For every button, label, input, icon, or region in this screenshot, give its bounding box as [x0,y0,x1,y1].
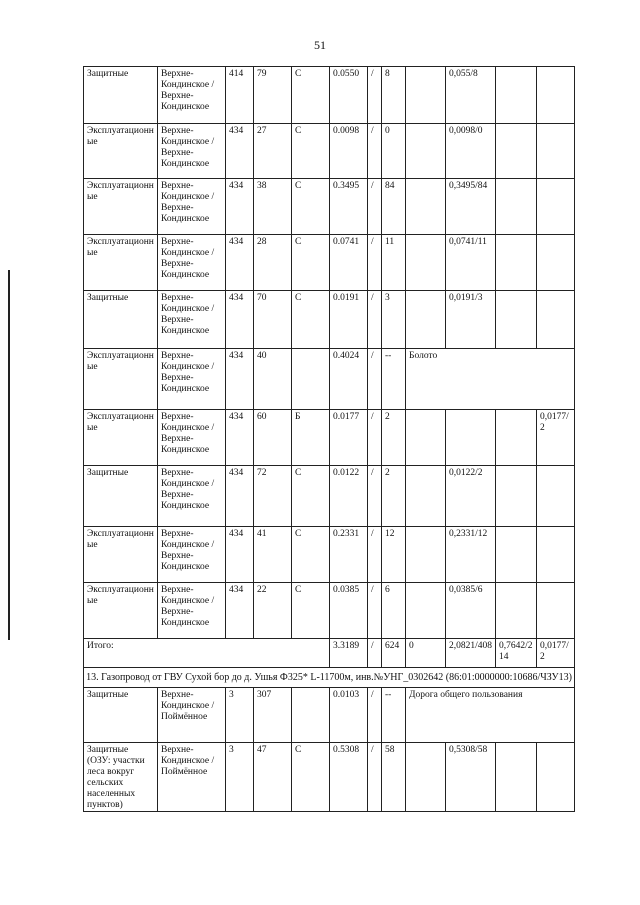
cell-quarter: 434 [226,349,254,410]
table-body-main [84,67,575,639]
cell-c1: 0,5308/58 [446,743,496,812]
cell-category: Б [292,410,330,466]
cell-area: 0.0103 [330,688,368,743]
total-c2: 0,7642/214 [496,639,537,668]
cell-area: 0.0177 [330,410,368,466]
cell-location: Верхне-Кондинское / Верхне-Кондинское [158,179,226,235]
cell-c2 [496,179,537,235]
cell-count: 11 [382,235,406,291]
cell-section: 28 [254,235,292,291]
cell-c2 [496,743,537,812]
cell-note: Болото [406,349,575,410]
cell-count: 2 [382,410,406,466]
table-total [84,639,575,688]
table-row [84,688,575,743]
cell-purpose: Эксплуатационные [84,235,158,291]
cell-purpose: Защитные [84,466,158,527]
cell-count: 2 [382,466,406,527]
cell-note [406,410,446,466]
cell-c2 [496,235,537,291]
cell-c3 [537,291,575,349]
cell-c1: 0,2331/12 [446,527,496,583]
section-title: 13. Газопровод от ГВУ Сухой бор до д. Ушья Ф325* L-11700м, инв.№УНГ_0302642 (86:01:0000000:10686/ЧЗУ13) [84,668,575,688]
cell-location: Верхне-Кондинское / Верхне-Кондинское [158,235,226,291]
cell-quarter: 3 [226,688,254,743]
cell-quarter: 434 [226,291,254,349]
cell-c2 [496,291,537,349]
cell-quarter: 434 [226,410,254,466]
cell-note [406,583,446,639]
cell-section: 60 [254,410,292,466]
cell-c1: 0,055/8 [446,67,496,124]
cell-count: 58 [382,743,406,812]
cell-area: 0.5308 [330,743,368,812]
cell-location: Верхне-Кондинское / Верхне-Кондинское [158,410,226,466]
table-row [84,291,575,349]
table-row [84,743,575,812]
table-body-section [84,688,575,812]
cell-slash: / [368,743,382,812]
cell-location: Верхне-Кондинское / Верхне-Кондинское [158,291,226,349]
cell-slash: / [368,179,382,235]
cell-section: 72 [254,466,292,527]
cell-note [406,466,446,527]
cell-c1: 0,0191/3 [446,291,496,349]
cell-note [406,235,446,291]
cell-c3 [537,583,575,639]
cell-slash: / [368,235,382,291]
cell-slash: / [368,67,382,124]
cell-c2 [496,583,537,639]
cell-c1: 0,0741/11 [446,235,496,291]
cell-c2 [496,67,537,124]
cell-slash: / [368,688,382,743]
table-row [84,349,575,410]
cell-slash: / [368,349,382,410]
cell-note: Дорога общего пользования [406,688,575,743]
cell-section: 22 [254,583,292,639]
cell-area: 0.0385 [330,583,368,639]
cell-area: 0.0191 [330,291,368,349]
cell-location: Верхне-Кондинское / Поймённое [158,743,226,812]
cell-purpose: Эксплуатационные [84,410,158,466]
cell-count: 84 [382,179,406,235]
cell-count: -- [382,349,406,410]
table-row [84,466,575,527]
cell-slash: / [368,291,382,349]
cell-quarter: 434 [226,466,254,527]
cell-count: 3 [382,291,406,349]
cell-area: 0.3495 [330,179,368,235]
cell-section: 47 [254,743,292,812]
cell-c1: 0,0122/2 [446,466,496,527]
cell-slash: / [368,583,382,639]
cell-count: 8 [382,67,406,124]
cell-count: 6 [382,583,406,639]
cell-section: 38 [254,179,292,235]
cell-purpose: Эксплуатационные [84,179,158,235]
total-c1: 2,0821/408 [446,639,496,668]
cell-c2 [496,410,537,466]
cell-note [406,124,446,179]
cell-c3 [537,466,575,527]
total-c3: 0,0177/2 [537,639,575,668]
cell-quarter: 434 [226,235,254,291]
cell-note [406,743,446,812]
cell-area: 0.0098 [330,124,368,179]
cell-c3 [537,235,575,291]
page-number: 51 [314,38,326,52]
cell-slash: / [368,124,382,179]
cell-category [292,688,330,743]
cell-section: 27 [254,124,292,179]
total-area: 3.3189 [330,639,368,668]
cell-quarter: 434 [226,527,254,583]
cell-quarter: 414 [226,67,254,124]
cell-c3: 0,0177/2 [537,410,575,466]
cell-purpose: Защитные [84,291,158,349]
cell-location: Верхне-Кондинское / Верхне-Кондинское [158,466,226,527]
table-row [84,67,575,124]
total-label: Итого: [84,639,330,668]
cell-section: 40 [254,349,292,410]
cell-slash: / [368,466,382,527]
cell-location: Верхне-Кондинское / Верхне-Кондинское [158,583,226,639]
total-count: 624 [382,639,406,668]
cell-category: С [292,179,330,235]
cell-purpose: Эксплуатационные [84,124,158,179]
cell-purpose: Защитные [84,688,158,743]
table-row [84,124,575,179]
cell-location: Верхне-Кондинское / Верхне-Кондинское [158,527,226,583]
land-table [83,66,575,812]
cell-area: 0.4024 [330,349,368,410]
table-row [84,179,575,235]
cell-c2 [496,124,537,179]
cell-quarter: 3 [226,743,254,812]
cell-quarter: 434 [226,124,254,179]
cell-section: 79 [254,67,292,124]
cell-c1: 0,0385/6 [446,583,496,639]
cell-c2 [496,527,537,583]
cell-location: Верхне-Кондинское / Верхне-Кондинское [158,124,226,179]
total-note: 0 [406,639,446,668]
cell-c2 [496,466,537,527]
cell-c1 [446,410,496,466]
section-title-row [84,668,575,688]
cell-category: С [292,235,330,291]
cell-count: 0 [382,124,406,179]
cell-slash: / [368,410,382,466]
cell-category: С [292,67,330,124]
total-row [84,639,575,668]
table-row [84,527,575,583]
cell-c3 [537,179,575,235]
cell-slash: / [368,527,382,583]
margin-mark [8,270,10,640]
cell-quarter: 434 [226,583,254,639]
cell-note [406,67,446,124]
cell-location: Верхне-Кондинское / Поймённое [158,688,226,743]
cell-purpose: Эксплуатационные [84,349,158,410]
cell-category: С [292,527,330,583]
cell-c1: 0,0098/0 [446,124,496,179]
cell-c1: 0,3495/84 [446,179,496,235]
table-row [84,235,575,291]
cell-category: С [292,124,330,179]
cell-section: 307 [254,688,292,743]
table-row [84,583,575,639]
cell-c3 [537,67,575,124]
cell-category: С [292,466,330,527]
cell-location: Верхне-Кондинское / Верхне-Кондинское [158,67,226,124]
cell-note [406,179,446,235]
cell-quarter: 434 [226,179,254,235]
cell-area: 0.0550 [330,67,368,124]
cell-area: 0.0122 [330,466,368,527]
cell-purpose: Эксплуатационные [84,527,158,583]
cell-area: 0.0741 [330,235,368,291]
cell-purpose: Защитные [84,67,158,124]
cell-count: -- [382,688,406,743]
cell-purpose: Эксплуатационные [84,583,158,639]
cell-c3 [537,124,575,179]
table-row [84,410,575,466]
cell-count: 12 [382,527,406,583]
cell-note [406,527,446,583]
cell-category: С [292,743,330,812]
cell-note [406,291,446,349]
cell-purpose: Защитные (ОЗУ: участки леса вокруг сельских населенных пунктов) [84,743,158,812]
cell-section: 70 [254,291,292,349]
cell-c3 [537,743,575,812]
cell-c3 [537,527,575,583]
cell-location: Верхне-Кондинское / Верхне-Кондинское [158,349,226,410]
cell-category: С [292,291,330,349]
cell-category: С [292,583,330,639]
cell-area: 0.2331 [330,527,368,583]
total-slash: / [368,639,382,668]
cell-section: 41 [254,527,292,583]
cell-category [292,349,330,410]
